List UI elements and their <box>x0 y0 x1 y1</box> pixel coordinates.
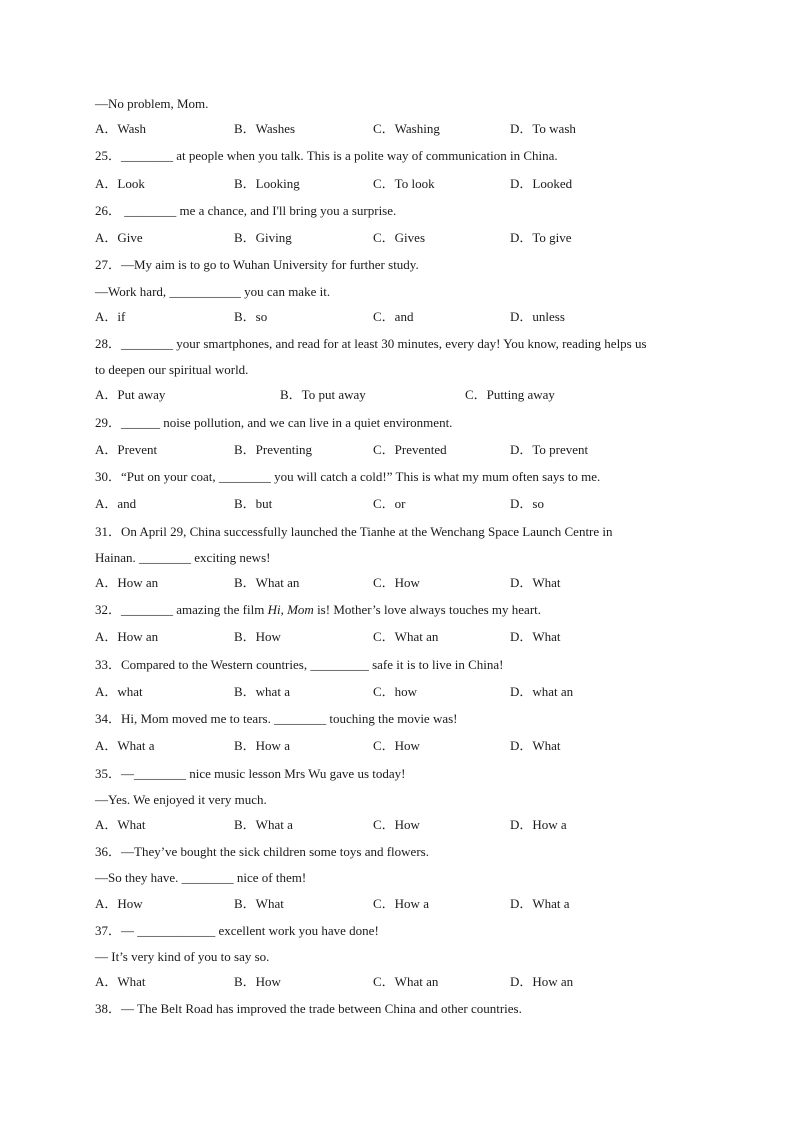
option-b: B．How <box>234 974 281 989</box>
question-31-cont: Hainan. ________ exciting news! <box>95 550 271 565</box>
question-35-reply: —Yes. We enjoyed it very much. <box>95 792 267 807</box>
option-a: A．How an <box>95 575 159 590</box>
options-q26 <box>95 230 695 246</box>
option-d: D．To wash <box>510 121 576 136</box>
options-q29 <box>95 442 695 458</box>
option-c: C．How <box>373 738 420 753</box>
option-d: D．How an <box>510 974 574 989</box>
option-b: B．what a <box>234 684 290 699</box>
question-36-reply: —So they have. ________ nice of them! <box>95 870 307 885</box>
option-b: B．Looking <box>234 176 300 191</box>
option-c: C．How <box>373 575 420 590</box>
question-32-pre: 32．________ amazing the film <box>95 602 268 617</box>
option-b: B．How a <box>234 738 290 753</box>
options-q34 <box>95 738 695 754</box>
option-d: D．To prevent <box>510 442 589 457</box>
question-28-cont: to deepen our spiritual world. <box>95 362 249 377</box>
options-q24 <box>95 121 695 137</box>
option-d: D．How a <box>510 817 567 832</box>
option-b: B．What a <box>234 817 293 832</box>
option-b: B．Preventing <box>234 442 312 457</box>
option-a: A．Give <box>95 230 143 245</box>
options-q36 <box>95 896 695 912</box>
question-25: 25．________ at people when you talk. This is a polite way of communication in China. <box>95 148 558 163</box>
option-a: A．What <box>95 817 146 832</box>
option-a: A．How an <box>95 629 159 644</box>
question-26: 26． ________ me a chance, and I'll bring you a surprise. <box>95 203 397 218</box>
question-36: 36．—They’ve bought the sick children some toys and flowers. <box>95 844 429 859</box>
option-c: C．how <box>373 684 418 699</box>
options-q28 <box>95 387 695 403</box>
option-d: D．What <box>510 575 561 590</box>
option-d: D．Looked <box>510 176 573 191</box>
option-b: B．but <box>234 496 273 511</box>
option-c: C．To look <box>373 176 435 191</box>
question-32-post: is! Mother’s love always touches my heart. <box>313 602 542 617</box>
film-title: Hi, Mom <box>267 602 314 617</box>
option-c: C．How a <box>373 896 429 911</box>
option-b: B．To put away <box>280 387 366 402</box>
option-d: D．To give <box>510 230 572 245</box>
option-d: D．so <box>510 496 544 511</box>
option-a: A．Prevent <box>95 442 158 457</box>
option-c: C．Prevented <box>373 442 447 457</box>
option-d: D．unless <box>510 309 565 324</box>
options-q33 <box>95 684 695 700</box>
option-c: C．Washing <box>373 121 440 136</box>
option-a: A．if <box>95 309 126 324</box>
question-38: 38．— The Belt Road has improved the trade between China and other countries. <box>95 1001 522 1016</box>
option-b: B．What <box>234 896 284 911</box>
option-c: C．What an <box>373 629 439 644</box>
question-37-reply: — It’s very kind of you to say so. <box>95 949 270 964</box>
option-c: C．How <box>373 817 420 832</box>
options-q30 <box>95 496 695 512</box>
option-a: A．What <box>95 974 146 989</box>
answer-line: —No problem, Mom. <box>95 96 209 111</box>
options-q27 <box>95 309 695 325</box>
option-a: A．What a <box>95 738 155 753</box>
option-c: C．and <box>373 309 414 324</box>
options-q32 <box>95 629 695 645</box>
option-d: D．What <box>510 738 561 753</box>
options-q25 <box>95 176 695 192</box>
question-27-reply: —Work hard, ___________ you can make it. <box>95 284 331 299</box>
option-b: B．What an <box>234 575 300 590</box>
option-d: D．what an <box>510 684 574 699</box>
question-34: 34．Hi, Mom moved me to tears. ________ touching the movie was! <box>95 711 458 726</box>
question-28: 28．________ your smartphones, and read for at least 30 minutes, every day! You know, reading helps us <box>95 336 647 351</box>
options-q31 <box>95 575 695 591</box>
question-30: 30．“Put on your coat, ________ you will catch a cold!” This is what my mum often says to me. <box>95 469 601 484</box>
question-37: 37．— ____________ excellent work you have done! <box>95 923 379 938</box>
option-a: A．How <box>95 896 143 911</box>
option-d: D．What <box>510 629 561 644</box>
option-b: B．How <box>234 629 281 644</box>
option-c: C．or <box>373 496 406 511</box>
question-32 <box>95 602 541 618</box>
options-q37 <box>95 974 695 990</box>
option-b: B．Giving <box>234 230 292 245</box>
option-a: A．what <box>95 684 143 699</box>
option-a: A．Look <box>95 176 145 191</box>
option-d: D．What a <box>510 896 570 911</box>
option-a: A．and <box>95 496 137 511</box>
option-a: A．Put away <box>95 387 166 402</box>
question-33: 33．Compared to the Western countries, _________ safe it is to live in China! <box>95 657 504 672</box>
option-a: A．Wash <box>95 121 146 136</box>
option-b: B．so <box>234 309 268 324</box>
question-27: 27．—My aim is to go to Wuhan University for further study. <box>95 257 419 272</box>
option-c: C．What an <box>373 974 439 989</box>
question-31: 31．On April 29, China successfully launched the Tianhe at the Wenchang Space Launch Centre in <box>95 524 613 539</box>
question-35: 35．—________ nice music lesson Mrs Wu gave us today! <box>95 766 406 781</box>
option-b: B．Washes <box>234 121 296 136</box>
option-c: C．Gives <box>373 230 426 245</box>
question-29: 29．______ noise pollution, and we can live in a quiet environment. <box>95 415 453 430</box>
option-c: C．Putting away <box>465 387 555 402</box>
options-q35 <box>95 817 695 833</box>
